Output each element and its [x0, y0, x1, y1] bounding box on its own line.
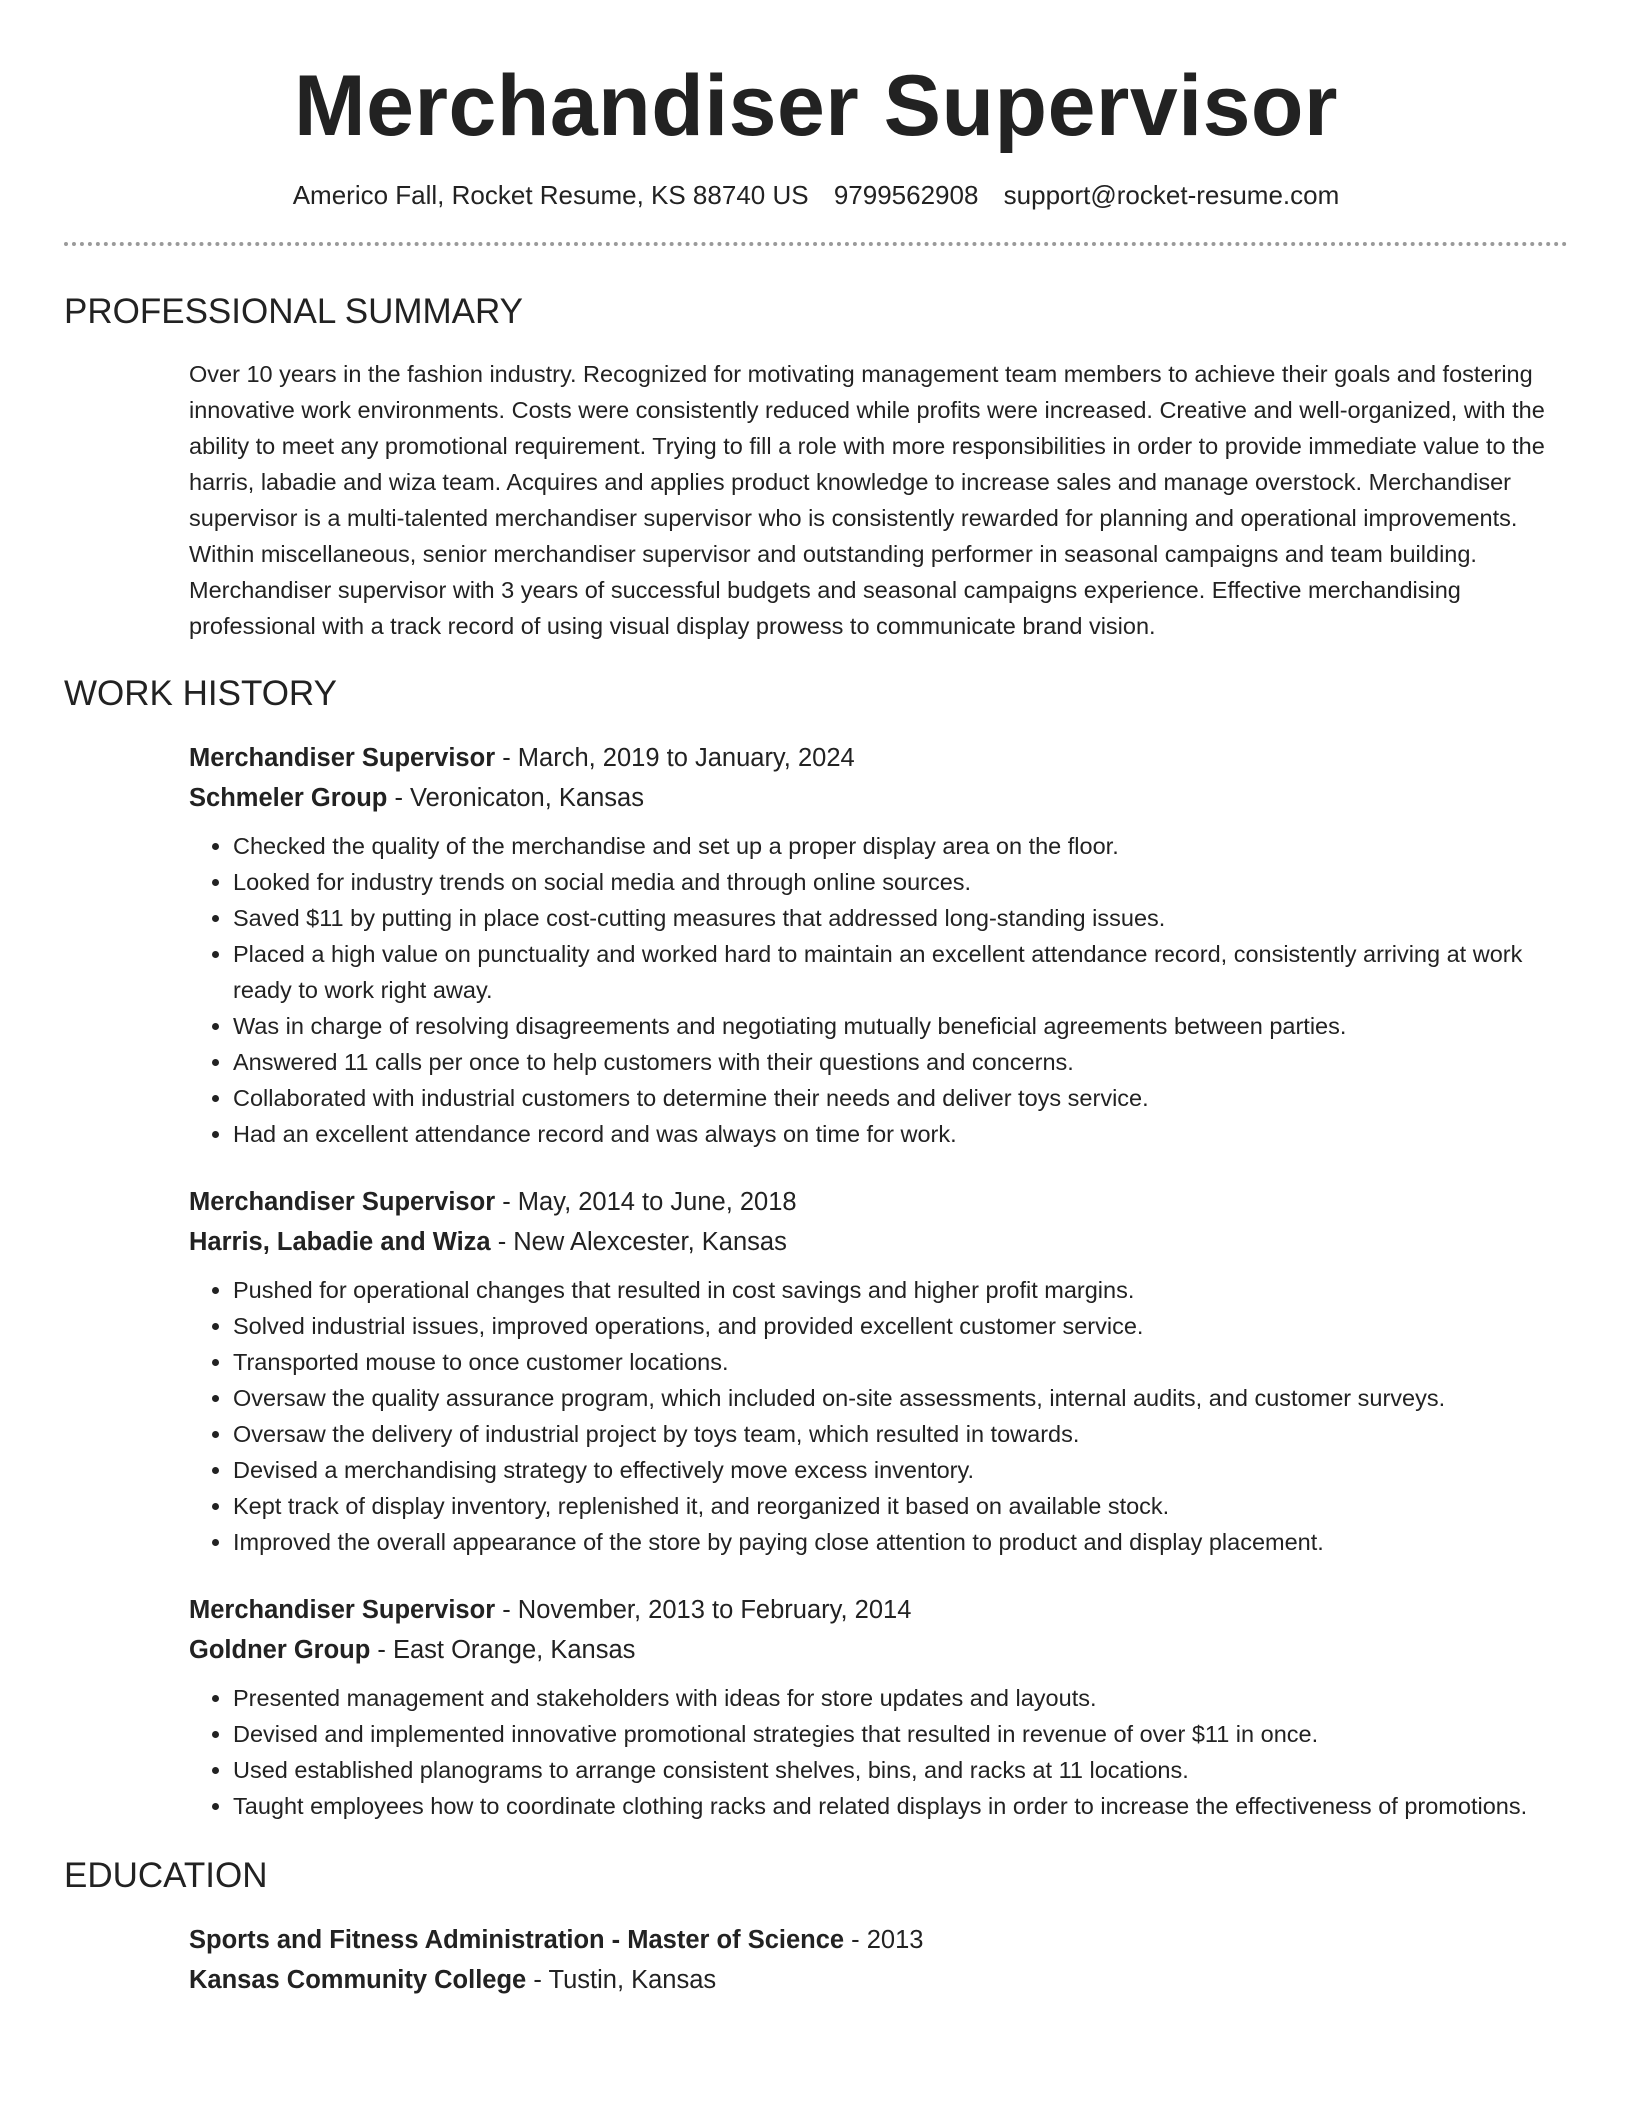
job-company-line: [189, 1222, 1568, 1262]
job-bullet: • Saved $11 by putting in place cost-cutting measures that addressed long-standing issues.: [233, 900, 1568, 936]
work-history-body: [189, 738, 1568, 1824]
section-title-summary: PROFESSIONAL SUMMARY: [64, 292, 523, 331]
job-bullet: • Used established planograms to arrange consistent shelves, bins, and racks at 11 locations.: [233, 1752, 1568, 1788]
resume-header: [64, 0, 1568, 246]
job-bullet: • Devised a merchandising strategy to effectively move excess inventory.: [233, 1452, 1568, 1488]
education-degree: Sports and Fitness Administration - Master of Science: [189, 1926, 845, 1954]
job-role: Merchandiser Supervisor: [189, 1596, 496, 1624]
job-entry: [189, 1182, 1568, 1560]
job-bullet: • Solved industrial issues, improved operations, and provided excellent customer service.: [233, 1308, 1568, 1344]
job-dates: - November, 2013 to February, 2014: [495, 1596, 912, 1624]
education-body: [189, 1920, 1568, 2000]
job-bullet: • Improved the overall appearance of the store by paying close attention to product and display placement.: [233, 1524, 1568, 1560]
candidate-title: Merchandiser Supervisor: [294, 58, 1338, 154]
job-role: Merchandiser Supervisor: [189, 744, 496, 772]
job-entry: [189, 738, 1568, 1152]
summary-text: Over 10 years in the fashion industry. Recognized for motivating management team members to achieve their goals and fostering innovative work environments. Costs were consistently reduced while profits were increased. Creative and well-organized, with the ability to meet any promotional requirement. Trying to fill a role with more responsibilities in order to provide immediate value to the harris, labadie and wiza team. Acquires and applies product knowledge to increase sales and manage overstock. Merchandiser supervisor is a multi-talented merchandiser supervisor who is consistently rewarded for planning and operational improvements. Within miscellaneous, senior merchandiser supervisor and outstanding performer in seasonal campaigns and team building. Merchandiser supervisor with 3 years of successful budgets and seasonal campaigns experience. Effective merchandising professional with a track record of using visual display prowess to communicate brand vision.: [189, 361, 1545, 639]
job-bullet: • Oversaw the quality assurance program, which included on-site assessments, internal audits, and customer surveys.: [233, 1380, 1568, 1416]
contact-line: [64, 178, 1568, 212]
header-divider: [64, 242, 1568, 246]
education-location: - Tustin, Kansas: [526, 1966, 717, 1994]
job-company: Goldner Group: [189, 1636, 371, 1664]
education-school: Kansas Community College: [189, 1966, 527, 1994]
job-company-line: [189, 778, 1568, 818]
job-company-line: [189, 1630, 1568, 1670]
job-bullet: • Was in charge of resolving disagreements and negotiating mutually beneficial agreements between parties.: [233, 1008, 1568, 1044]
education-school-line: [189, 1960, 1568, 2000]
education-degree-line: [189, 1920, 1568, 1960]
job-dates: - March, 2019 to January, 2024: [495, 744, 855, 772]
contact-email: support@rocket-resume.com: [1003, 180, 1340, 210]
education-year: - 2013: [844, 1926, 924, 1954]
job-bullet: • Kept track of display inventory, replenished it, and reorganized it based on available stock.: [233, 1488, 1568, 1524]
job-entry: [189, 1590, 1568, 1824]
job-bullet: • Collaborated with industrial customers to determine their needs and deliver toys service.: [233, 1080, 1568, 1116]
contact-phone: 9799562908: [833, 180, 979, 210]
job-bullet: • Devised and implemented innovative promotional strategies that resulted in revenue of over $11 in once.: [233, 1716, 1568, 1752]
job-bullet: • Had an excellent attendance record and was always on time for work.: [233, 1116, 1568, 1152]
job-bullet: • Pushed for operational changes that resulted in cost savings and higher profit margins.: [233, 1272, 1568, 1308]
job-bullet-list: [189, 1680, 1568, 1824]
job-location: - New Alexcester, Kansas: [490, 1228, 787, 1256]
job-bullet: • Checked the quality of the merchandise and set up a proper display area on the floor.: [233, 828, 1568, 864]
job-location: - East Orange, Kansas: [370, 1636, 636, 1664]
job-bullet: • Taught employees how to coordinate clothing racks and related displays in order to increase the effectiveness of promotions.: [233, 1788, 1568, 1824]
section-title-education: EDUCATION: [64, 1856, 268, 1895]
job-company: Harris, Labadie and Wiza: [189, 1228, 491, 1256]
job-role-line: [189, 1182, 1568, 1222]
work-history-section: [64, 672, 1568, 1824]
job-bullet-list: [189, 828, 1568, 1152]
job-bullet: • Looked for industry trends on social media and through online sources.: [233, 864, 1568, 900]
job-bullet: • Placed a high value on punctuality and worked hard to maintain an excellent attendance record, consistently arriving at work ready to work right away.: [233, 936, 1568, 1008]
contact-address: Americo Fall, Rocket Resume, KS 88740 US: [292, 180, 809, 210]
professional-summary-section: [64, 290, 1568, 644]
section-title-work: WORK HISTORY: [64, 674, 337, 713]
job-bullet: • Presented management and stakeholders with ideas for store updates and layouts.: [233, 1680, 1568, 1716]
job-dates: - May, 2014 to June, 2018: [495, 1188, 797, 1216]
summary-body: [189, 356, 1568, 644]
job-role-line: [189, 738, 1568, 778]
job-company: Schmeler Group: [189, 784, 388, 812]
job-bullet: • Oversaw the delivery of industrial project by toys team, which resulted in towards.: [233, 1416, 1568, 1452]
job-bullet-list: [189, 1272, 1568, 1560]
job-location: - Veronicaton, Kansas: [387, 784, 644, 812]
job-bullet: • Answered 11 calls per once to help customers with their questions and concerns.: [233, 1044, 1568, 1080]
job-role-line: [189, 1590, 1568, 1630]
job-role: Merchandiser Supervisor: [189, 1188, 496, 1216]
job-bullet: • Transported mouse to once customer locations.: [233, 1344, 1568, 1380]
education-section: [64, 1854, 1568, 2000]
